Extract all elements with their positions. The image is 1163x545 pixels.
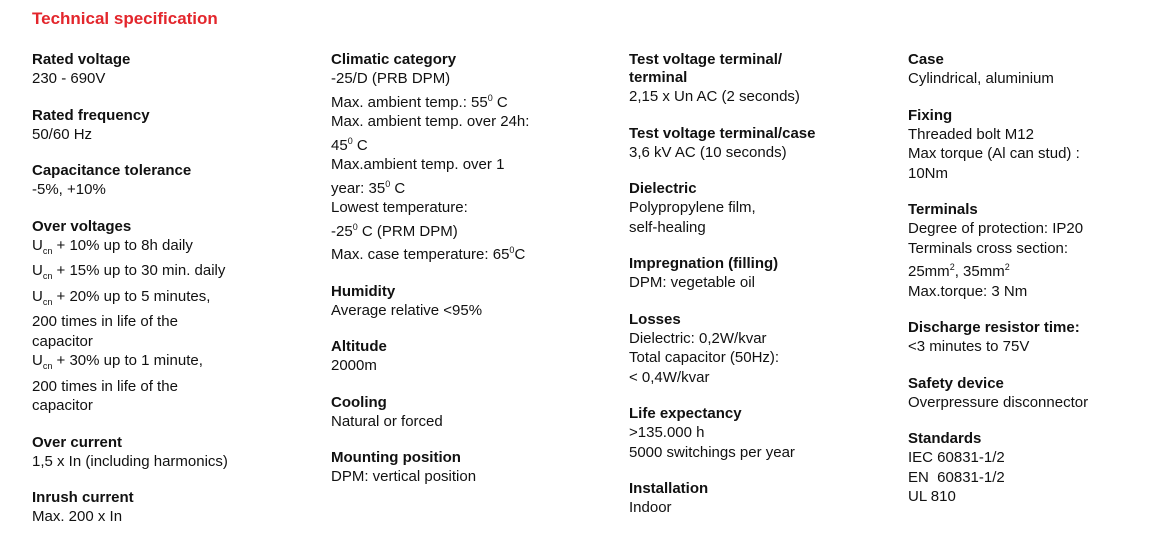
- page-title: Technical specification: [32, 9, 218, 28]
- spec-value-line: Natural or forced: [331, 412, 443, 430]
- spec-value-line: DPM: vertical position: [331, 468, 477, 485]
- spec-value-line: Overpressure disconnector: [908, 393, 1089, 411]
- spec-heading: Losses: [629, 310, 681, 328]
- spec-cooling: [331, 394, 601, 432]
- spec-value-line: Cylindrical, aluminium: [908, 70, 1054, 87]
- spec-value-line: 2000m: [331, 357, 377, 374]
- spec-discharge-resistor-time: [908, 319, 1148, 357]
- spec-heading: Rated frequency: [32, 106, 150, 124]
- spec-value-line: $-25^0$ C (PRM DPM): [331, 221, 458, 240]
- spec-value-line: Terminals cross section:: [908, 239, 1069, 257]
- spec-heading: Terminals: [908, 201, 978, 218]
- spec-heading: Fixing: [908, 106, 953, 124]
- spec-dielectric: [629, 180, 889, 237]
- spec-fixing: [908, 107, 1148, 184]
- spec-impregnation-filling: [629, 255, 889, 293]
- spec-value-line: Max. ambient temp.: $55^0$ C: [331, 92, 508, 111]
- spec-value-line: Max. case temperature: $65^0C$: [331, 245, 526, 263]
- spec-value-line: -5%, +10%: [32, 181, 106, 198]
- spec-value-line: 10Nm: [908, 164, 949, 182]
- spec-heading: Rated voltage: [32, 51, 131, 68]
- spec-standards: [908, 430, 1148, 507]
- spec-value-line: 2,15 x Un AC (2 seconds): [629, 88, 800, 105]
- spec-column-1: [32, 51, 312, 545]
- spec-mounting-position: [331, 449, 601, 487]
- spec-life-expectancy: [629, 405, 889, 462]
- spec-value-line: Dielectric: 0,2W/kvar: [629, 329, 767, 347]
- spec-value-line: Max.ambient temp. over 1: [331, 156, 505, 173]
- spec-heading: Humidity: [331, 282, 396, 300]
- spec-test-voltage-terminal-case: [629, 125, 889, 163]
- spec-value-line: -25/D (PRB DPM): [331, 70, 451, 87]
- spec-value-line: < 0,4W/kvar: [629, 368, 710, 386]
- spec-heading: Discharge resistor time:: [908, 319, 1080, 336]
- spec-over-current: [32, 434, 312, 472]
- spec-heading: Mounting position: [331, 449, 461, 466]
- spec-value-line: Max. 200 x In: [32, 508, 123, 525]
- spec-over-voltages: [32, 218, 312, 416]
- spec-value-line: EN 60831-1/2: [908, 468, 1005, 486]
- spec-heading: Over voltages: [32, 217, 132, 235]
- spec-heading: Impregnation (filling): [629, 255, 779, 272]
- spec-value-line: <3 minutes to 75V: [908, 338, 1030, 355]
- spec-humidity: [331, 283, 601, 321]
- spec-value-line: Max. ambient temp. over 24h:: [331, 113, 530, 130]
- spec-value-line: 200 times in life of the: [32, 377, 178, 395]
- spec-heading: Standards: [908, 430, 982, 447]
- spec-heading: Inrush current: [32, 489, 134, 506]
- spec-test-voltage-terminal-terminal: [629, 51, 889, 107]
- spec-value-line: capacitor: [32, 397, 93, 414]
- spec-case: [908, 51, 1148, 89]
- spec-heading: Climatic category: [331, 51, 457, 68]
- spec-heading: Altitude: [331, 338, 387, 355]
- spec-value-line: Degree of protection: IP20: [908, 220, 1084, 237]
- spec-value-line: Average relative <95%: [331, 301, 483, 319]
- spec-value-line: 5000 switchings per year: [629, 443, 795, 461]
- spec-heading: Test voltage terminal/case: [629, 124, 816, 142]
- spec-heading: Test voltage terminal/ terminal: [629, 51, 783, 86]
- spec-installation: [629, 480, 889, 518]
- spec-value-line: $45^0$ C: [331, 135, 368, 154]
- spec-heading: Cooling: [331, 393, 387, 411]
- spec-rated-frequency: [32, 107, 312, 145]
- spec-value-line: 1,5 x In (including harmonics): [32, 452, 228, 470]
- spec-inrush-current: [32, 489, 312, 527]
- spec-value-line: $U_{cn} + 15\%$ up to 30 min. daily: [32, 262, 226, 281]
- spec-value-line: Polypropylene film,: [629, 199, 756, 216]
- spec-value-line: UL 810: [908, 488, 956, 505]
- spec-value-line: Max.torque: 3 Nm: [908, 282, 1028, 300]
- spec-value-line: self-healing: [629, 218, 706, 236]
- spec-heading: Dielectric: [629, 180, 697, 197]
- spec-value-line: $U_{cn} + 10\%$ up to 8h daily: [32, 236, 193, 256]
- spec-value-line: Threaded bolt M12: [908, 125, 1034, 143]
- spec-heading: Life expectancy: [629, 405, 742, 422]
- spec-value-line: IEC 60831-1/2: [908, 449, 1005, 466]
- spec-terminals: [908, 201, 1148, 301]
- spec-value-line: Lowest temperature:: [331, 199, 468, 216]
- spec-safety-device: [908, 375, 1148, 413]
- spec-losses: [629, 311, 889, 388]
- spec-value-line: Indoor: [629, 499, 672, 516]
- spec-column-4: [908, 51, 1148, 525]
- spec-heading: Over current: [32, 433, 123, 451]
- spec-value-line: $U_{cn} + 30\%$ up to 1 minute,: [32, 352, 203, 371]
- spec-heading: Capacitance tolerance: [32, 162, 192, 179]
- spec-value-line: year: $35^0$ C: [331, 178, 406, 197]
- spec-column-2: [331, 51, 601, 505]
- spec-value-line: $25mm^2$, $35mm^2$: [908, 262, 1010, 280]
- spec-value-line: Max torque (Al can stud) :: [908, 145, 1080, 162]
- spec-value-line: DPM: vegetable oil: [629, 274, 755, 291]
- spec-capacitance-tolerance: [32, 162, 312, 200]
- spec-heading: Installation: [629, 480, 709, 497]
- spec-rated-voltage: [32, 51, 312, 89]
- spec-value-line: 50/60 Hz: [32, 125, 93, 143]
- spec-heading: Safety device: [908, 374, 1004, 392]
- spec-value-line: >135.000 h: [629, 424, 705, 441]
- spec-climatic-category: [331, 51, 601, 265]
- spec-value-line: 3,6 kV AC (10 seconds): [629, 143, 787, 161]
- spec-value-line: Total capacitor (50Hz):: [629, 349, 780, 366]
- spec-heading: Case: [908, 51, 944, 68]
- spec-value-line: 230 - 690V: [32, 70, 106, 87]
- spec-column-3: [629, 51, 889, 536]
- spec-value-line: $U_{cn} + 20\%$ up to 5 minutes,: [32, 287, 211, 307]
- spec-value-line: 200 times in life of the: [32, 313, 178, 330]
- spec-value-line: capacitor: [32, 332, 93, 350]
- spec-altitude: [331, 338, 601, 376]
